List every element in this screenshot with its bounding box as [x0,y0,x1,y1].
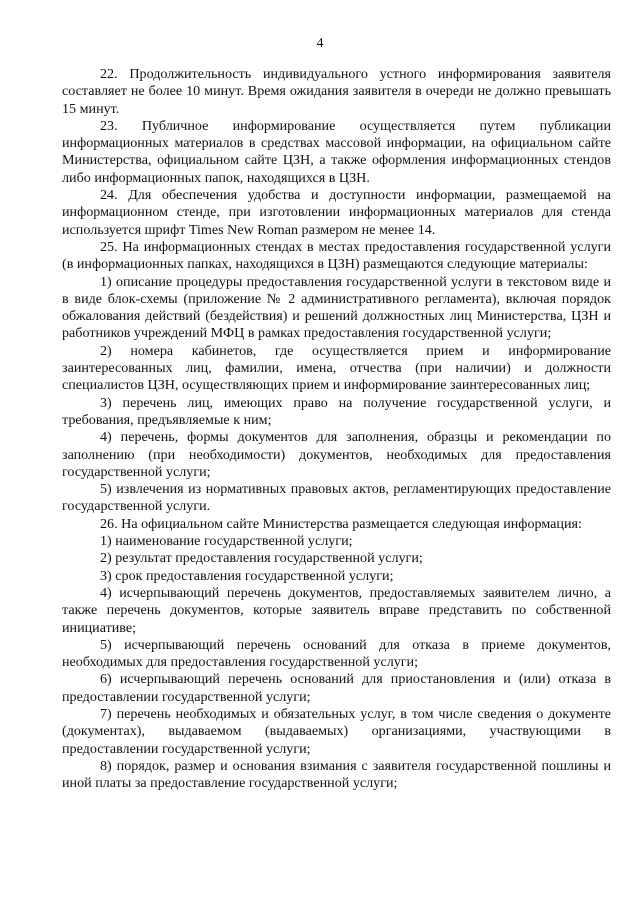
list-item-26-3: 3) срок предоставления государственной услуги; [100,567,394,584]
paragraph-24: 24. Для обеспечения удобства и доступности информации, размещаемой на информационном стенде, при изготовлении информационных материалов для стенда используется шрифт Times New Roman размером не менее 14. [62,187,611,238]
list-item-25-1: 1) описание процедуры предоставления государственной услуги в текстовом виде и в виде блок-схемы (приложение № 2 административного регламента), включая порядок обжалования действий (бездействия) и решений должностных лиц Министерства, ЦЗН и работников учреждений МФЦ в рамках предоставления государственной услуги; [62,273,611,342]
list-item-26-2: 2) результат предоставления государственной услуги; [100,550,423,567]
list-item-25-3: 3) перечень лиц, имеющих право на получение государственной услуги, и требования, предъявляемые к ним; [62,394,611,428]
list-item-26-4: 4) исчерпывающий перечень документов, предоставляемых заявителем лично, а также перечень документов, которые заявитель вправе представить по собственной инициативе; [62,584,611,636]
list-item-25-4: 4) перечень, формы документов для заполнения, образцы и рекомендации по заполнению (при необходимости) документов, необходимых для предоставления государственной услуги; [62,429,611,480]
list-item-25-2: 2) номера кабинетов, где осуществляется прием и информирование заинтересованных лиц, фамилии, имена, отчества (при наличии) и должности специалистов ЦЗН, осуществляющих прием и информирование заинтересованных лиц; [62,342,611,394]
list-item-26-6: 6) исчерпывающий перечень оснований для приостановления и (или) отказа в предоставлении государственной услуги; [62,671,611,705]
document-body [62,66,611,792]
page-number: 4 [316,36,324,51]
list-item-25-5: 5) извлечения из нормативных правовых актов, регламентирующих предоставление государственной услуги. [62,481,611,515]
list-item-26-5: 5) исчерпывающий перечень оснований для отказа в приеме документов, необходимых для предоставления государственной услуги; [62,636,611,671]
list-item-26-8: 8) порядок, размер и основания взимания с заявителя государственной пошлины и иной платы за предоставление государственной услуги; [62,757,611,792]
paragraph-25: 25. На информационных стендах в местах предоставления государственной услуги (в информационных папках, находящихся в ЦЗН) размещаются следующие материалы: [62,238,611,273]
paragraph-23: 23. Публичное информирование осуществляется путем публикации информационных материалов в средствах массовой информации, на официальном сайте Министерства, официальном сайте ЦЗН, а также оформления информационных стендов либо информационных папок, находящихся в ЦЗН. [62,117,611,186]
paragraph-26: 26. На официальном сайте Министерства размещается следующая информация: [100,515,582,532]
paragraph-22: 22. Продолжительность индивидуального устного информирования заявителя составляет не более 10 минут. Время ожидания заявителя в очереди не должно превышать 15 минут. [62,66,611,117]
list-item-26-7: 7) перечень необходимых и обязательных услуг, в том числе сведения о документе (документах), выдаваемом (выдаваемых) организациями, участвующими в предоставлении государственной услуги; [62,705,611,757]
list-item-26-1: 1) наименование государственной услуги; [100,533,353,550]
